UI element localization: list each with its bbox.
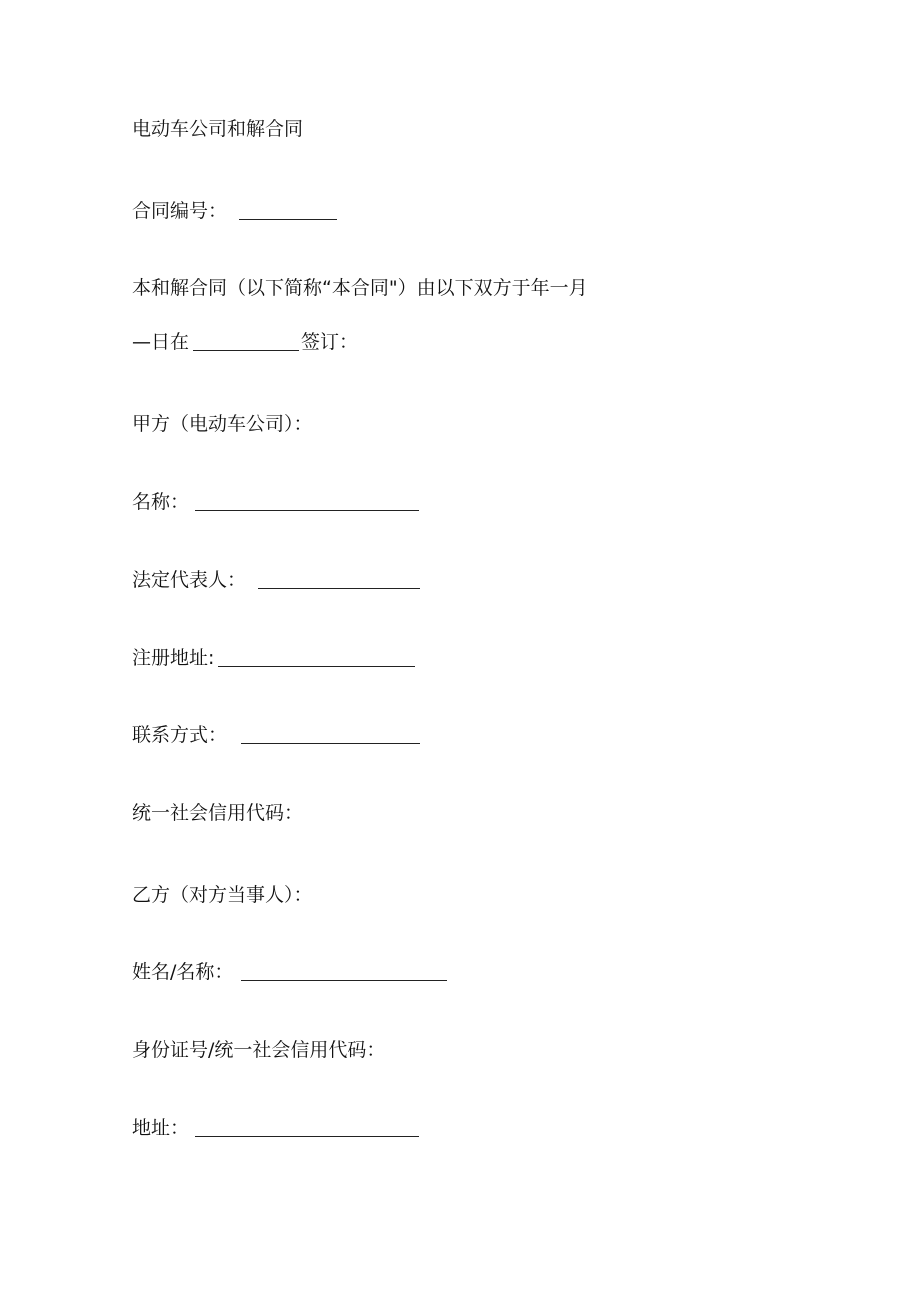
party-b-name-label: 姓名/名称： xyxy=(132,961,234,983)
intro-date-prefix: —日在 xyxy=(132,331,190,353)
party-b-address-line xyxy=(132,1115,419,1141)
intro-sign-suffix: 签订： xyxy=(301,331,359,353)
contract-number-line xyxy=(132,198,337,224)
contract-number-blank[interactable] xyxy=(239,201,337,220)
signing-place-blank[interactable] xyxy=(193,332,299,351)
party-a-name-line xyxy=(132,489,419,515)
party-a-contact-label: 联系方式： xyxy=(132,724,228,746)
party-b-name-blank[interactable] xyxy=(241,962,447,981)
party-a-name-blank[interactable] xyxy=(195,492,419,511)
party-a-credit-code-line: 统一社会信用代码： xyxy=(132,802,304,824)
party-a-legal-rep-line xyxy=(132,567,420,593)
document-title: 电动车公司和解合同 xyxy=(132,118,304,140)
party-b-heading: 乙方（对方当事人）： xyxy=(132,884,313,906)
party-a-address-label: 注册地址: xyxy=(132,647,215,669)
party-a-heading: 甲方（电动车公司）： xyxy=(132,413,313,435)
party-b-id-line: 身份证号/统一社会信用代码： xyxy=(132,1039,386,1061)
party-a-address-blank[interactable] xyxy=(218,648,415,667)
party-a-legal-rep-label: 法定代表人： xyxy=(132,569,247,591)
party-a-contact-blank[interactable] xyxy=(241,725,420,744)
party-b-address-blank[interactable] xyxy=(195,1118,419,1137)
party-a-name-label: 名称： xyxy=(132,491,190,513)
party-a-legal-rep-blank[interactable] xyxy=(258,570,420,589)
party-a-address-line xyxy=(132,645,415,671)
party-a-contact-line xyxy=(132,722,420,748)
intro-line-2 xyxy=(132,329,358,355)
intro-line-1: 本和解合同（以下简称“本合同"）由以下双方于年一月 xyxy=(132,277,588,299)
party-b-name-line xyxy=(132,959,447,985)
party-b-address-label: 地址： xyxy=(132,1117,190,1139)
contract-number-label: 合同编号： xyxy=(132,200,228,222)
